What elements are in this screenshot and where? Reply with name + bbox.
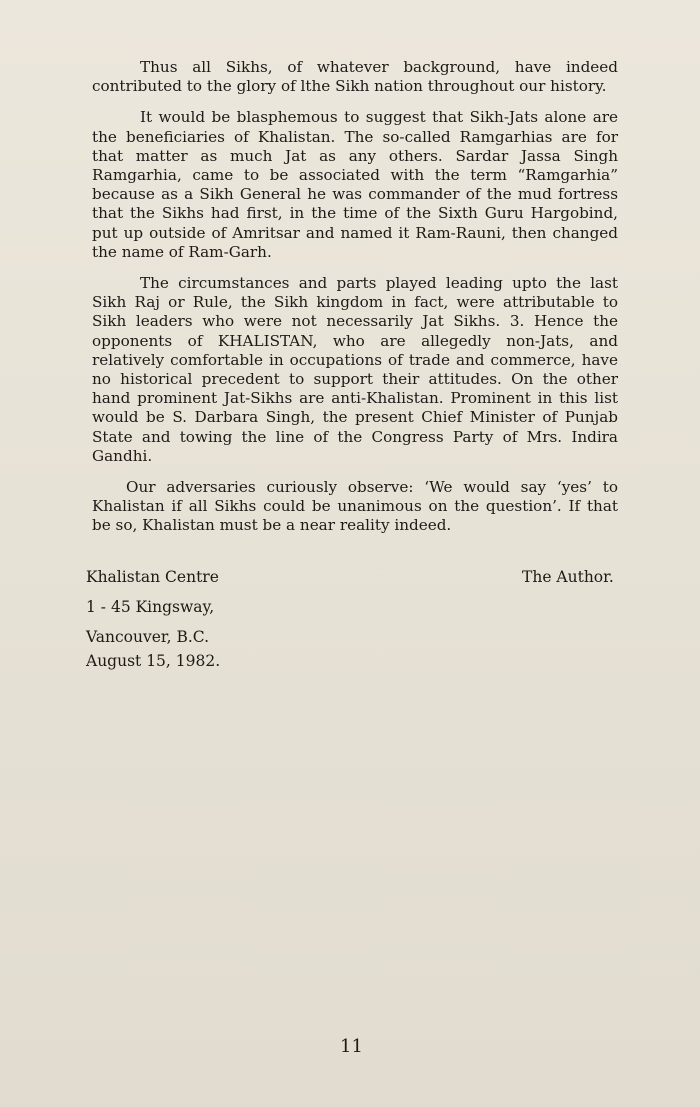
organization-name: Khalistan Centre [86, 568, 219, 586]
paragraph-4: Our adversaries curiously observe: ‘We would say ‘yes’ to Khalistan if all Sikhs could be unanimous on the question’. If that be so, Khalistan must be a near reality indeed. [92, 478, 618, 535]
author-signature: The Author. [522, 568, 614, 586]
date-line: August 15, 1982. [86, 652, 221, 670]
street-address: 1 - 45 Kingsway, [86, 598, 215, 616]
paragraph-1: Thus all Sikhs, of whatever background, have indeed contributed to the glory of lthe Sikh nation throughout our history. [92, 58, 618, 96]
signature-block [86, 562, 220, 676]
city-line: Vancouver, B.C. [86, 628, 210, 646]
paragraph-3: The circumstances and parts played leading upto the last Sikh Raj or Rule, the Sikh kingdom in fact, were attributable to Sikh leaders who were not necessarily Jat Sikhs. 3. Hence the opponents of KHALISTAN, who are allegedly non-Jats, and relatively comfortable in occupations of trade and commerce, have no historical precedent to support their attitudes. On the other hand prominent Jat-Sikhs are anti-Khalistan. Prominent in this list would be S. Darbara Singh, the present Chief Minister of Punjab State and towing the line of the Congress Party of Mrs. Indira Gandhi. [92, 274, 618, 465]
body-text [92, 58, 618, 536]
page-number: 11 [340, 1036, 363, 1057]
paragraph-2: It would be blasphemous to suggest that Sikh-Jats alone are the beneficiaries of Khalistan. The so-called Ramgarhias are for that matter as much Jat as any others. Sardar Jassa Singh Ramgarhia, came to be associated with the term “Ramgarhia” because as a Sikh General he was commander of the mud fortress that the Sikhs had first, in the time of the Sixth Guru Hargobind, put up outside of Amritsar and named it Ram-Rauni, then changed the name of Ram-Garh. [92, 108, 618, 261]
